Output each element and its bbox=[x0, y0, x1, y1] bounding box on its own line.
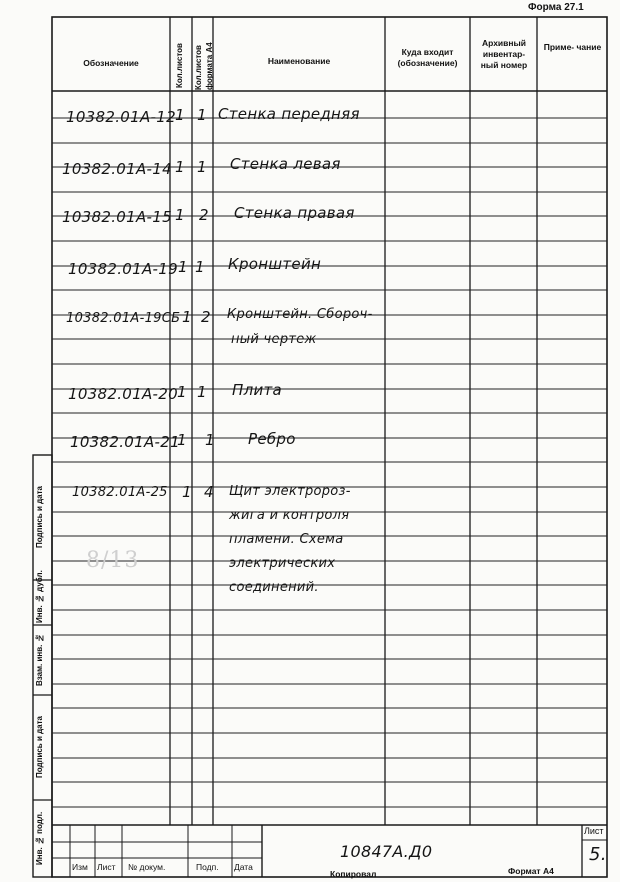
row-name: Плита bbox=[232, 381, 283, 399]
header-note: Приме- чание bbox=[543, 42, 602, 52]
row-name-cont: пламени. Схема bbox=[229, 532, 344, 547]
row-a4: 4 bbox=[204, 483, 214, 501]
row-name: Стенка левая bbox=[230, 155, 341, 173]
row-a4: 1 bbox=[195, 258, 205, 276]
header-name: Наименование bbox=[267, 56, 331, 66]
row-sheets: 1 bbox=[177, 431, 187, 449]
row-designation: 10382.01А-19СБ bbox=[66, 311, 181, 326]
header-archive-number: Архивный инвентар- ный номер bbox=[480, 38, 528, 70]
faint-stamp: 8/13 bbox=[86, 548, 140, 573]
row-name: Ребро bbox=[248, 430, 296, 448]
row-designation: 10382.01А-19 bbox=[68, 260, 178, 278]
side-label-replace-inv: Взам. инв. № bbox=[35, 633, 44, 687]
side-label-dup-inv: Инв. № дубл. bbox=[35, 570, 44, 623]
tb-doc-no: № докум. bbox=[128, 862, 166, 872]
tb-list: Лист bbox=[97, 862, 116, 872]
row-a4: 2 bbox=[199, 206, 209, 224]
row-name-cont: ный чертеж bbox=[231, 332, 317, 347]
tb-sheet-label: Лист bbox=[584, 826, 604, 836]
row-designation: 10382.01А-25 bbox=[72, 485, 168, 500]
row-designation: 10382.01А-21 bbox=[70, 433, 180, 451]
row-designation: 10382.01А-15 bbox=[62, 208, 172, 226]
tb-izm: Изм bbox=[72, 862, 88, 872]
side-label-sign-date-top: Подпись и дата bbox=[35, 486, 44, 549]
side-label-orig-inv: Инв. № подл. bbox=[35, 811, 44, 866]
header-sheet-count: Кол.листов bbox=[175, 43, 184, 88]
row-a4: 2 bbox=[201, 308, 211, 326]
row-name: Кронштейн bbox=[228, 255, 322, 273]
tb-podp: Подп. bbox=[196, 862, 219, 872]
row-a4: 1 bbox=[205, 431, 215, 449]
row-sheets: 1 bbox=[182, 483, 192, 501]
row-sheets: 1 bbox=[177, 383, 187, 401]
row-sheets: 1 bbox=[175, 206, 185, 224]
row-a4: 1 bbox=[197, 383, 207, 401]
row-sheets: 1 bbox=[182, 308, 192, 326]
tb-doc-code: 10847А.Д0 bbox=[340, 842, 433, 861]
row-a4: 1 bbox=[197, 158, 207, 176]
form-number: Форма 27.1 bbox=[528, 2, 584, 13]
row-name-cont: жига и контроля bbox=[229, 508, 350, 523]
header-a4-format: Кол.листов формата А4 bbox=[194, 42, 214, 90]
row-name: Стенка передняя bbox=[218, 105, 360, 123]
tb-data: Дата bbox=[234, 862, 253, 872]
row-designation: 10382.01А-12 bbox=[66, 108, 176, 126]
row-name: Стенка правая bbox=[234, 204, 355, 222]
row-sheets: 1 bbox=[175, 158, 185, 176]
row-designation: 10382.01А-14 bbox=[62, 160, 172, 178]
row-designation: 10382.01А-20 bbox=[68, 385, 178, 403]
footer-format: Формат А4 bbox=[508, 866, 554, 876]
row-a4: 1 bbox=[197, 106, 207, 124]
header-designation: Обозначение bbox=[83, 58, 139, 68]
row-name: Кронштейн. Сбороч- bbox=[227, 307, 373, 322]
row-name: Щит электророз- bbox=[229, 484, 351, 499]
header-destination: Куда входит (обозначение) bbox=[397, 47, 458, 68]
row-sheets: 1 bbox=[175, 106, 185, 124]
row-name-cont: электрических bbox=[229, 556, 336, 571]
side-label-sign-date-bottom: Подпись и дата bbox=[35, 716, 44, 779]
row-name-cont: соединений. bbox=[229, 580, 319, 595]
tb-sheet-number: 5. bbox=[589, 844, 607, 865]
footer-copied: Копировал bbox=[330, 869, 377, 879]
row-sheets: 1 bbox=[178, 258, 188, 276]
